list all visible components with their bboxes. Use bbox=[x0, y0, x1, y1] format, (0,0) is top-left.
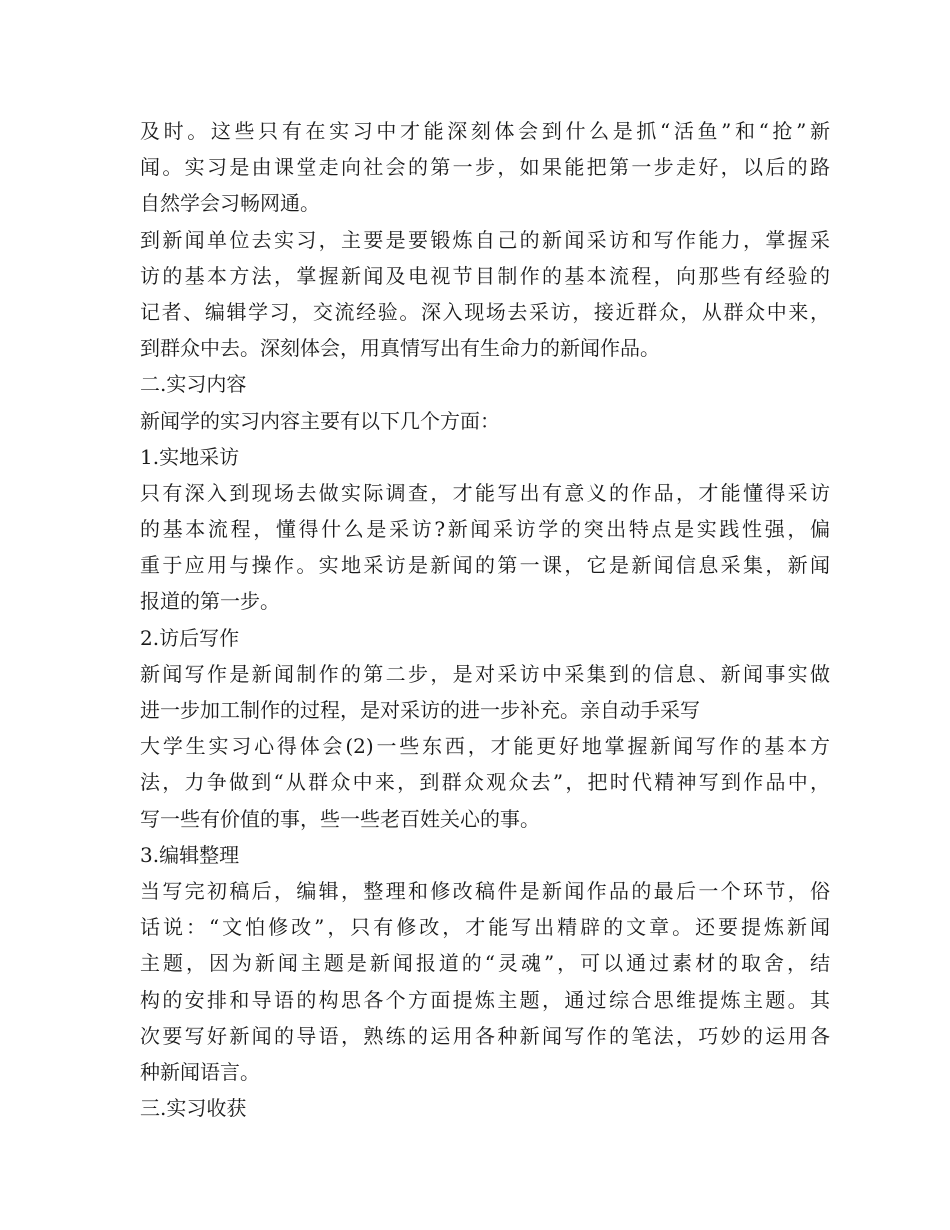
text-line: 记者、编辑学习，交流经验。深入现场去采访，接近群众，从群众中来， bbox=[140, 299, 830, 324]
document-body bbox=[140, 113, 830, 1126]
text-line: 只有深入到现场去做实际调查，才能写出有意义的作品，才能懂得采访 bbox=[140, 480, 830, 505]
text-line: 重于应用与操作。实地采访是新闻的第一课，它是新闻信息采集，新闻 bbox=[140, 553, 830, 578]
text-line: 二.实习内容 bbox=[140, 372, 247, 397]
text-line: 2.访后写作 bbox=[140, 625, 240, 650]
text-line: 的基本流程，懂得什么是采访?新闻采访学的突出特点是实践性强，偏 bbox=[140, 517, 830, 542]
text-line: 构的安排和导语的构思各个方面提炼主题，通过综合思维提炼主题。其 bbox=[140, 987, 830, 1012]
text-line: 报道的第一步。 bbox=[140, 589, 280, 614]
text-line: 进一步加工制作的过程，是对采访的进一步补充。亲自动手采写 bbox=[140, 698, 700, 722]
text-line: 及时。这些只有在实习中才能深刻体会到什么是抓“活鱼”和“抢”新 bbox=[140, 119, 830, 143]
text-line: 到群众中去。深刻体会，用真情写出有生命力的新闻作品。 bbox=[140, 336, 660, 361]
text-line: 大学生实习心得体会(2)一些东西，才能更好地掌握新闻写作的基本方 bbox=[140, 734, 830, 759]
text-line: 法，力争做到“从群众中来，到群众观众去”，把时代精神写到作品中， bbox=[140, 770, 830, 795]
text-line: 1.实地采访 bbox=[140, 444, 240, 469]
text-line: 三.实习收获 bbox=[140, 1096, 247, 1121]
text-line: 闻。实习是由课堂走向社会的第一步，如果能把第一步走好，以后的路 bbox=[140, 155, 830, 180]
text-line: 新闻学的实习内容主要有以下几个方面： bbox=[140, 408, 500, 433]
text-line: 话说：“文怕修改”，只有修改，才能写出精辟的文章。还要提炼新闻 bbox=[140, 915, 830, 940]
text-line: 次要写好新闻的导语，熟练的运用各种新闻写作的笔法，巧妙的运用各 bbox=[140, 1023, 830, 1048]
text-line: 当写完初稿后，编辑，整理和修改稿件是新闻作品的最后一个环节，俗 bbox=[140, 878, 830, 903]
text-line: 主题，因为新闻主题是新闻报道的“灵魂”，可以通过素材的取舍，结 bbox=[140, 951, 830, 976]
text-line: 新闻写作是新闻制作的第二步，是对采访中采集到的信息、新闻事实做 bbox=[140, 661, 830, 686]
text-line: 到新闻单位去实习，主要是要锻炼自己的新闻采访和写作能力，掌握采 bbox=[140, 227, 830, 252]
text-line: 种新闻语言。 bbox=[140, 1059, 260, 1084]
text-line: 3.编辑整理 bbox=[140, 842, 240, 867]
text-line: 写一些有价值的事，些一些老百姓关心的事。 bbox=[140, 806, 540, 831]
text-line: 自然学会习畅网通。 bbox=[140, 191, 320, 216]
text-line: 访的基本方法，掌握新闻及电视节目制作的基本流程，向那些有经验的 bbox=[140, 263, 830, 288]
